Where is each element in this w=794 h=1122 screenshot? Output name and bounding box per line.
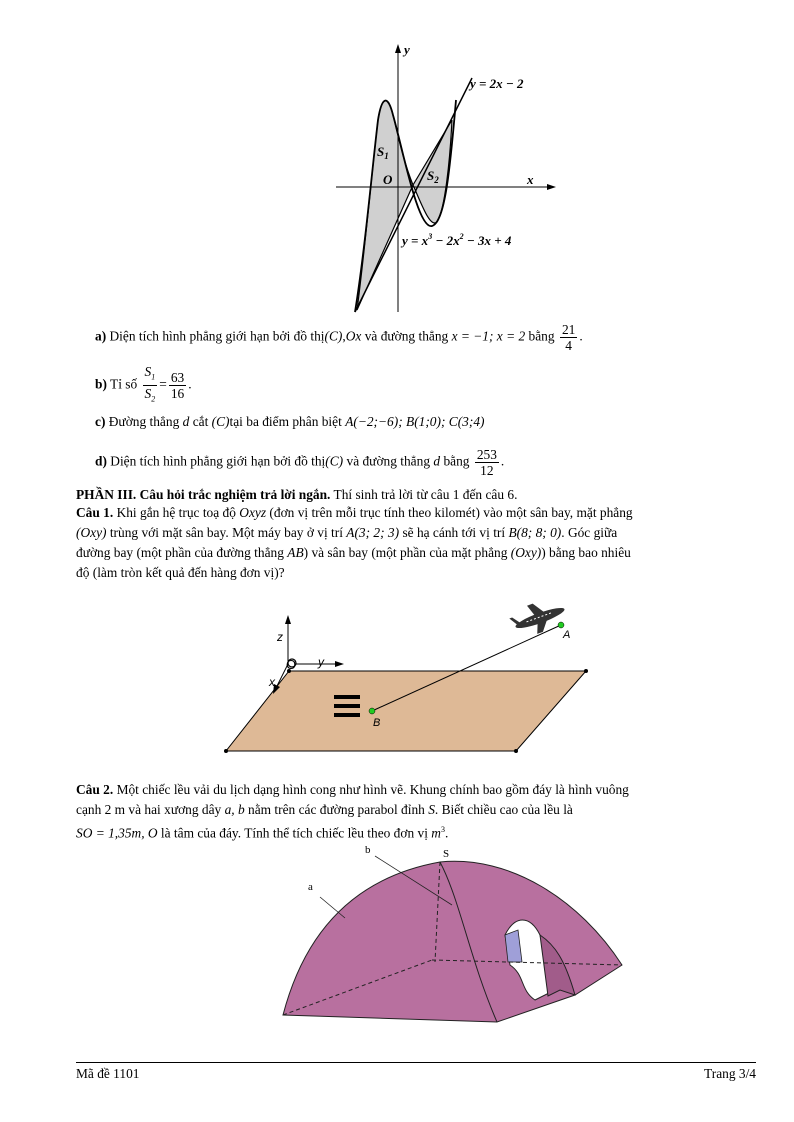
- statement-b: b) Tỉ số $\frac{S_1}{S_2}$ = $\frac{63}{16}$ .: [95, 364, 192, 406]
- fraction-253-12: $\frac{253}{12}$: [476, 447, 497, 478]
- question-2: Câu 2. Một chiếc lều vải du lịch dạng hình cong như hình vẽ. Khung chính bao gồm đáy là hình vuông cạnh 2 m và hai xương dây a, b nằm trên các đường parabol đỉnh S. Biết chiều cao của lều là SO = 1,35m, O là tâm của đáy. Tính thể tích chiếc lều theo đơn vị $m^3$.: [76, 782, 629, 841]
- b-label: B: [373, 717, 381, 729]
- graph-figure: [330, 40, 560, 320]
- tent-label-s: S: [443, 848, 450, 860]
- s1-label: $S_1$: [377, 144, 389, 161]
- tent-label-b: b: [365, 844, 371, 856]
- statement-a: a) Diện tích hình phẳng giới hạn bởi đồ thị(C),Ox và đường thẳng x = −1; x = 2 bằng $\frac{21}{4}$ .: [95, 322, 583, 353]
- region-s1: [357, 101, 413, 310]
- runway-corner-4: [224, 749, 228, 753]
- runway-figure: [220, 600, 590, 760]
- tent-label-a: a: [308, 881, 313, 893]
- part3-heading: PHẦN III. Câu hỏi trắc nghiệm trả lời ngắn. Thí sinh trả lời từ câu 1 đến câu 6.: [76, 487, 518, 502]
- o-label: O: [286, 657, 297, 672]
- x-axis-label: x: [527, 172, 534, 187]
- fraction-63-16: $\frac{63}{16}$: [170, 369, 185, 401]
- fraction-21-4: $\frac{21}{4}$: [561, 322, 576, 353]
- statement-d: d) Diện tích hình phẳng giới hạn bởi đồ thị(C) và đường thẳng d bằng $\frac{253}{12}$ .: [95, 447, 505, 478]
- line-equation-label: y = 2x − 2: [470, 76, 524, 91]
- runway-marker-bar-3: [334, 713, 360, 717]
- a-label: A: [563, 629, 571, 641]
- tent-body: [283, 861, 622, 1022]
- y-axis-label: y: [404, 42, 410, 57]
- z-label: z: [277, 630, 283, 644]
- runway-plane: [226, 671, 586, 751]
- runway-corner-3: [514, 749, 518, 753]
- fraction-s1-s2: $\frac{S_1}{S_2}$: [144, 364, 156, 404]
- z-axis-arrow: [285, 615, 291, 624]
- x-label: x: [269, 675, 275, 689]
- footer-rule: [76, 1062, 756, 1063]
- y-label: y: [318, 655, 324, 669]
- point-a: [558, 622, 564, 628]
- footer-code: Mã đề 1101: [76, 1066, 140, 1081]
- s2-label: $S_2$: [427, 168, 439, 185]
- y-axis-arrow: [395, 44, 401, 53]
- origin-label: O: [383, 172, 393, 187]
- tent-figure: [280, 840, 630, 1030]
- label-a-leader: [320, 897, 345, 918]
- y-axis-3d-arrow: [335, 661, 344, 667]
- statement-c: c) Đường thẳng d cắt (C)tại ba điểm phân biệt A(−2;−6); B(1;0); C(3;4): [95, 414, 485, 429]
- runway-marker-bar-2: [334, 704, 360, 708]
- footer-page: Trang 3/4: [704, 1066, 756, 1081]
- runway-marker-bar-1: [334, 695, 360, 699]
- question-1: Câu 1. Khi gắn hệ trục toạ độ Oxyz (đơn vị trên mỗi trục tính theo kilomét) vào một sân bay, mặt phẳng (Oxy) trùng với mặt sân bay. Một máy bay ở vị trí A(3; 2; 3) sẽ hạ cánh tới vị trí B(8; 8; 0). Góc giữa đường bay (một phần của đường thẳng AB) và sân bay (một phần của mặt phẳng (Oxy)) bằng bao nhiêu độ (làm tròn kết quả đến hàng đơn vị)?: [76, 505, 633, 580]
- runway-corner-2: [584, 669, 588, 673]
- point-b: [369, 708, 375, 714]
- x-axis-arrow: [547, 184, 556, 190]
- curve-equation-label: $y = x^3 - 2x^2 - 3x + 4$: [402, 232, 512, 248]
